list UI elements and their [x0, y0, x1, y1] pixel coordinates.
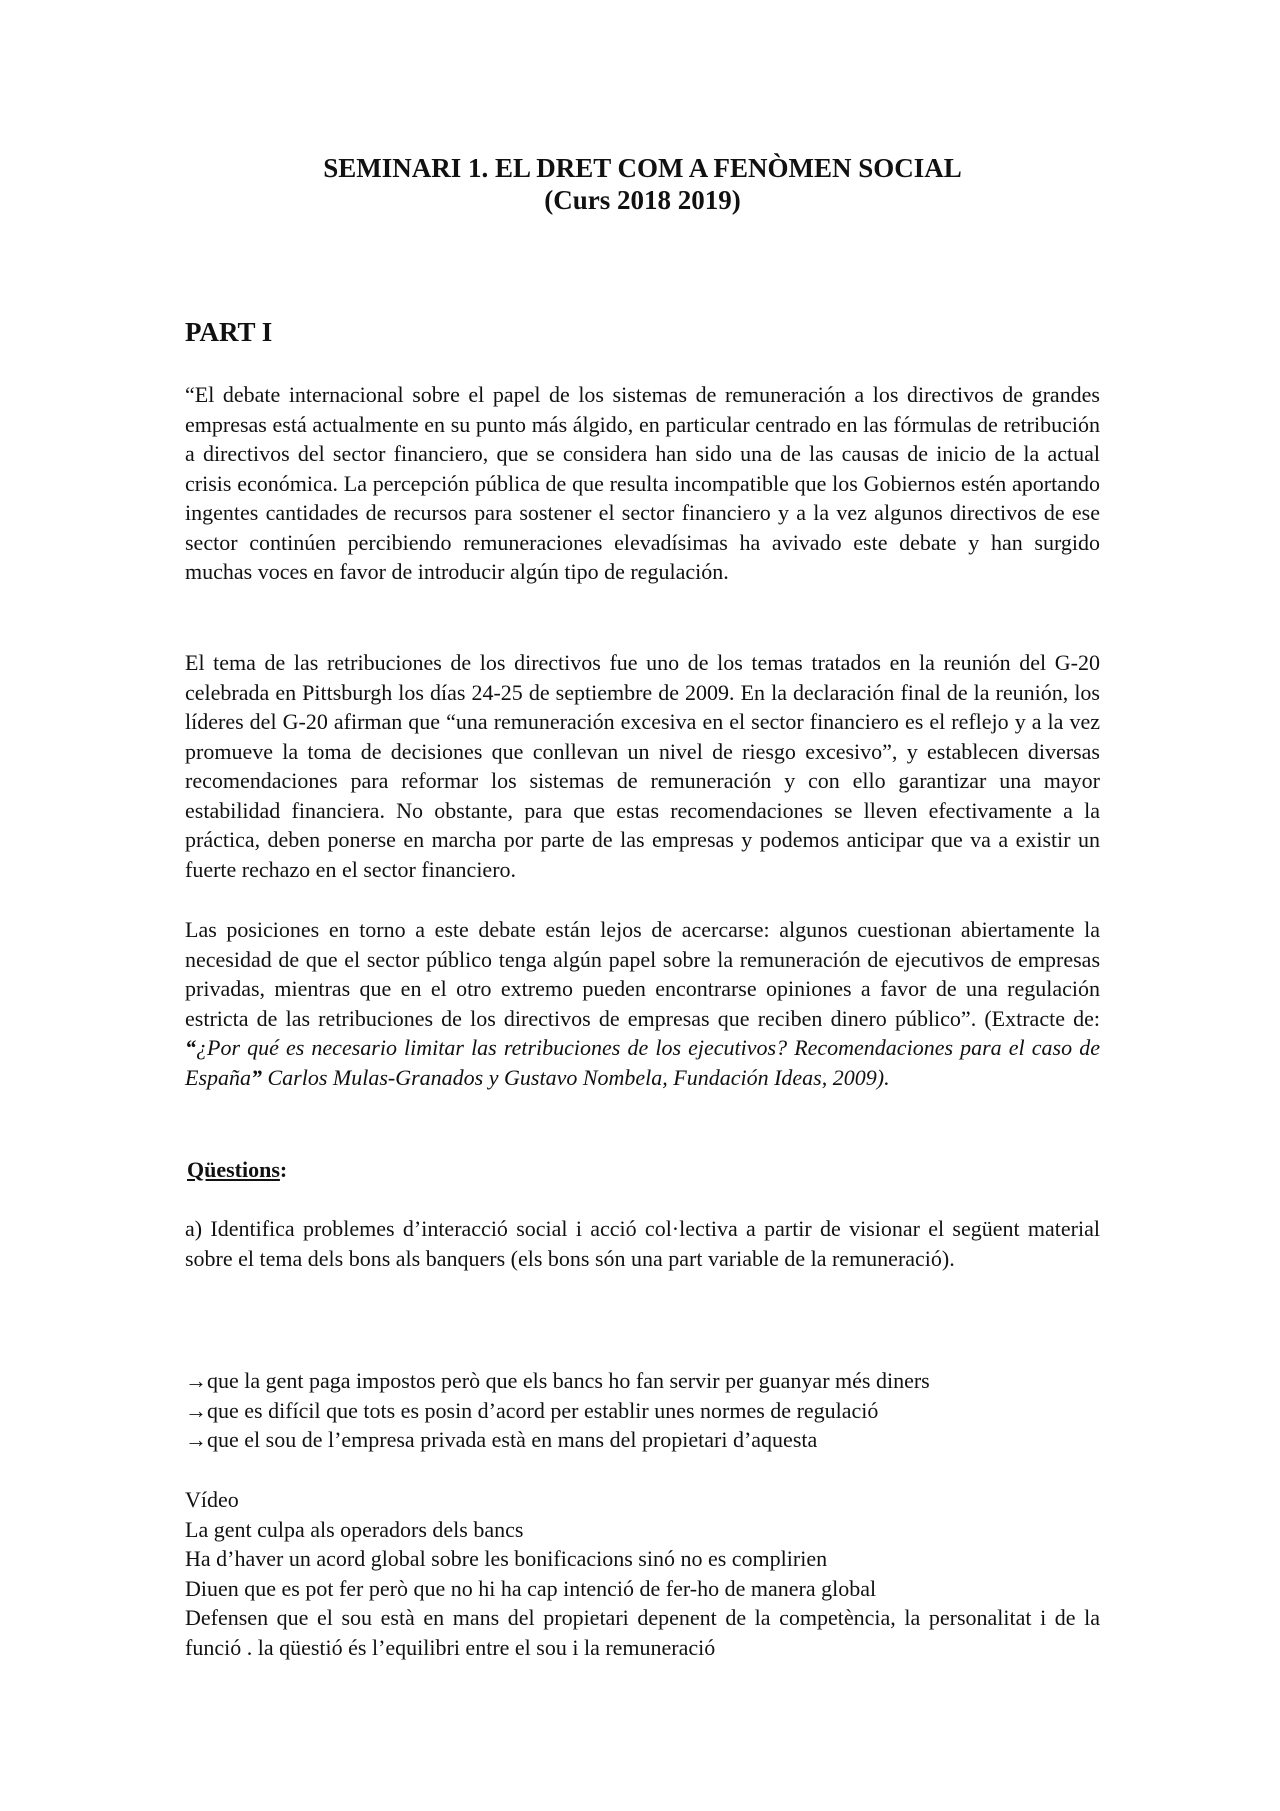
answer-text: que el sou de l’empresa privada està en mans del propietari d’aquesta — [207, 1427, 818, 1452]
paragraph-3-text: Las posiciones en torno a este debate están lejos de acercarse: algunos cuestionan abiertamente la necesidad de que el sector público tenga algún papel sobre la remuneración de ejecutivos de empresas privadas, mientras que en el otro extremo pueden encontrarse opiniones a favor de una regulación estricta de las retribuciones de los directivos de empresas que reciben dinero público”. (Extracte de: — [185, 917, 1100, 1031]
paragraph-2: El tema de las retribuciones de los directivos fue uno de los temas tratados en la reunión del G-20 celebrada en Pittsburgh los días 24-25 de septiembre de 2009. En la declaración final de la reunión, los líderes del G-20 afirman que “una remuneración excesiva en el sector financiero es el reflejo y a la vez promueve la toma de decisiones que conllevan un nivel de riesgo excesivo”, y establecen diversas recomendaciones para reformar los sistemas de remuneración y con ello garantizar una mayor estabilidad financiera. No obstante, para que estas recomendaciones se lleven efectivamente a la práctica, deben ponerse en marcha por parte de las empresas y podemos anticipar que va a existir un fuerte rechazo en el sector financiero. — [185, 650, 1100, 882]
paragraph-1: “El debate internacional sobre el papel de los sistemas de remuneración a los directivos de grandes empresas está actualmente en su punto más álgido, en particular centrado en las fórmulas de retribución a directivos del sector financiero, que se considera han sido una de las causas de inicio de la actual crisis económica. La percepción pública de que resulta incompatible que los Gobiernos estén aportando ingentes cantidades de recursos para sostener el sector financiero y a la vez algunos directivos de ese sector continúen percibiendo remuneraciones elevadísimas ha avivado este debate y han surgido muchas voces en favor de introducir algún tipo de regulación. — [185, 382, 1100, 584]
questions-label: Qüestions — [187, 1157, 280, 1182]
video-note: La gent culpa als operadors dels bancs — [185, 1516, 524, 1542]
citation-open-quote: “ — [185, 1035, 196, 1060]
questions-heading — [187, 1155, 287, 1184]
video-note: Defensen que el sou està en mans del propietari depenent de la competència, la personalitat i de la funció . la qüestió és l’equilibri entre el sou i la remuneració — [185, 1605, 1100, 1660]
citation-authors: Carlos Mulas-Granados y Gustavo Nombela, Fundación Ideas, 2009). — [262, 1064, 890, 1090]
video-notes — [185, 1485, 1100, 1662]
video-note: Ha d’haver un acord global sobre les bonificacions sinó no es complirien — [185, 1546, 828, 1571]
arrow-right-icon: → — [185, 1427, 207, 1452]
answer-item — [185, 1366, 1100, 1396]
citation-title: ¿Por qué es necesario limitar las retribuciones de los ejecutivos? Recomendaciones para el caso de España — [185, 1035, 1100, 1090]
title-line-1: SEMINARI 1. EL DRET COM A FENÒMEN SOCIAL — [323, 153, 962, 183]
answer-text: que es difícil que tots es posin d’acord per establir unes normes de regulació — [207, 1397, 879, 1423]
video-note: Diuen que es pot fer però que no hi ha cap intenció de fer-ho de manera global — [185, 1575, 877, 1601]
arrow-right-icon: → — [185, 1368, 207, 1393]
paragraph-3 — [185, 915, 1100, 1092]
answer-text: que la gent paga impostos però que els bancs ho fan servir per guanyar més diners — [207, 1368, 930, 1393]
answer-item — [185, 1396, 1100, 1426]
citation-close-quote: ” — [251, 1064, 262, 1090]
questions-colon: : — [279, 1157, 288, 1182]
title-line-2: (Curs 2018 2019) — [544, 185, 741, 215]
video-heading: Vídeo — [185, 1487, 239, 1512]
question-a: a) Identifica problemes d’interacció social i acció col·lectiva a partir de visionar el següent material sobre el tema dels bons als banquers (els bons són una part variable de la remuneració). — [185, 1216, 1100, 1271]
arrow-right-icon: → — [185, 1397, 207, 1423]
answer-list — [185, 1366, 1100, 1455]
document-title — [185, 152, 1100, 216]
part-heading: PART I — [185, 317, 273, 347]
answer-item — [185, 1425, 1100, 1455]
